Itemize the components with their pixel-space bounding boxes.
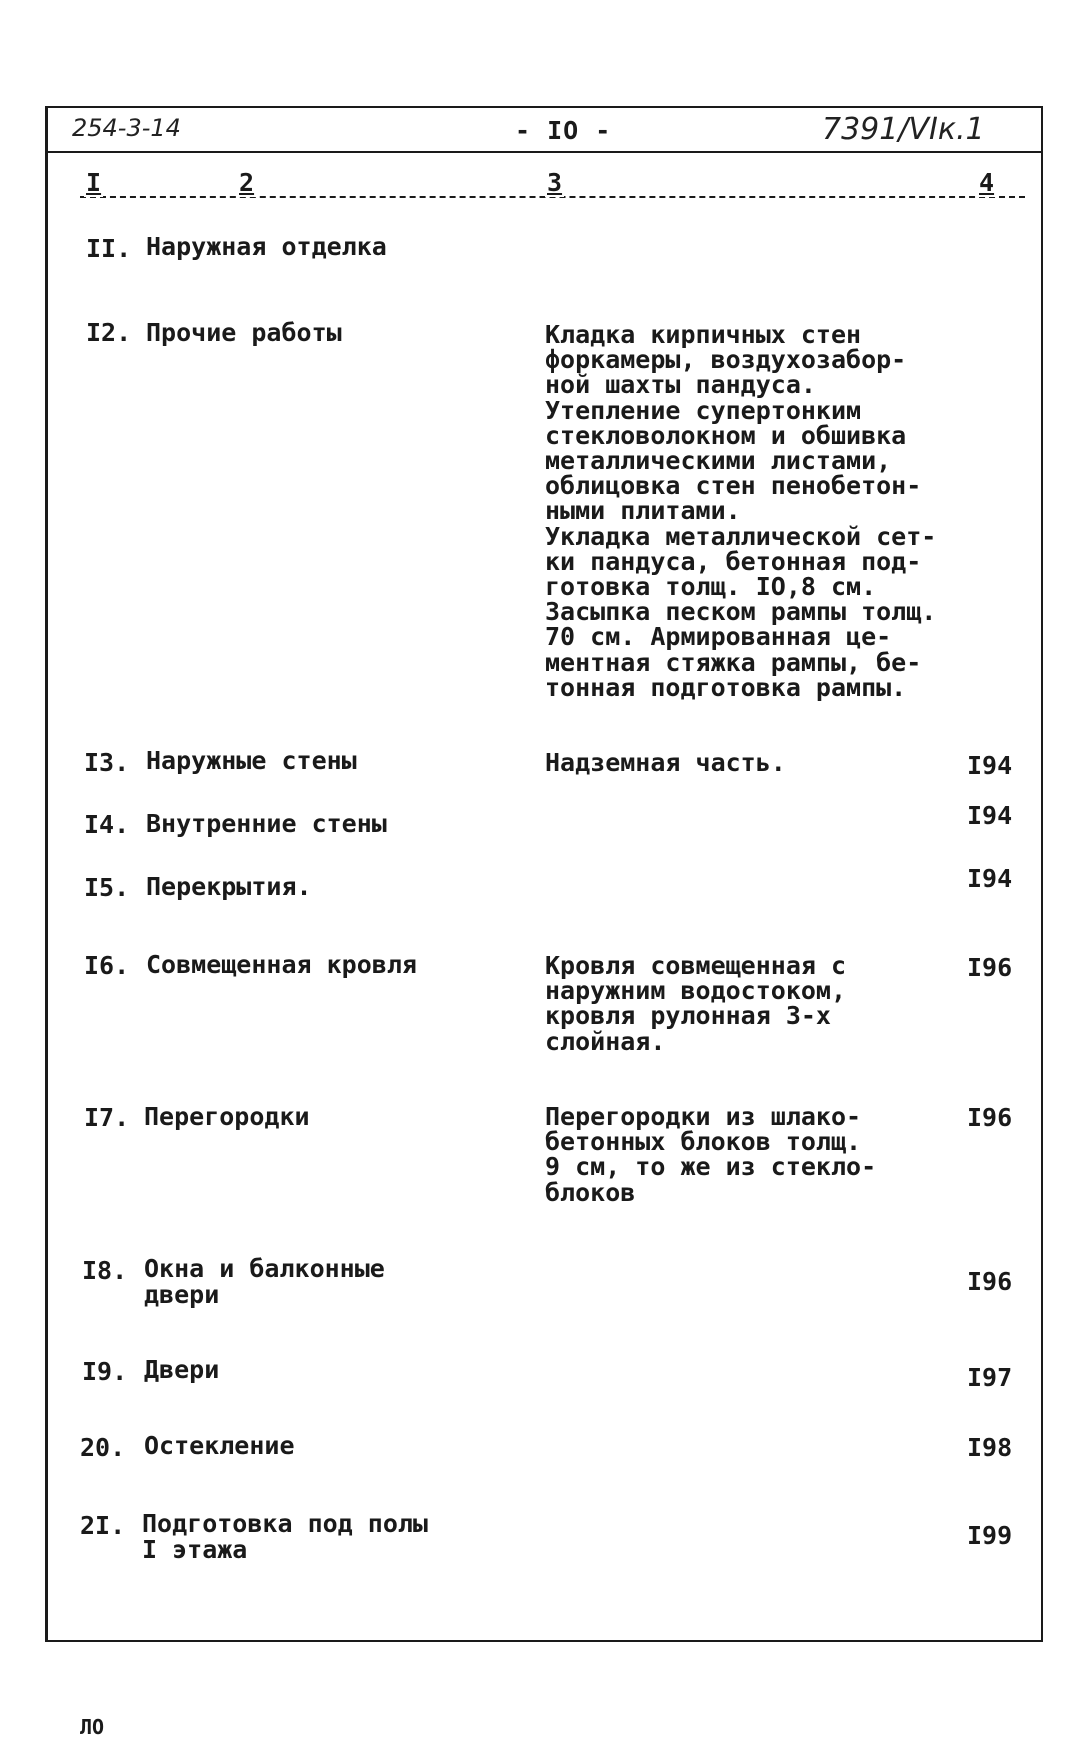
row-number: I6. (84, 951, 130, 980)
column-header-3: 3 (547, 168, 563, 197)
row-title: Совмещенная кровля (146, 950, 417, 979)
row-number: II. (86, 234, 132, 263)
row-number: I2. (86, 318, 132, 347)
row-description: Перегородки из шлако- бетонных блоков толщ. 9 см, то же из стекло- блоков (545, 1102, 877, 1207)
row-title: Внутренние стены (146, 809, 387, 838)
row-title: Наружная отделка (146, 232, 387, 261)
column-header-1: I (86, 168, 102, 197)
column-header-4: 4 (979, 168, 995, 197)
row-number: I4. (84, 810, 130, 839)
row-number: 20. (80, 1433, 126, 1462)
header-divider (45, 151, 1043, 153)
row-title: Наружные стены (146, 746, 357, 775)
row-page: I94 (967, 751, 1013, 780)
row-page: I94 (967, 801, 1013, 830)
row-page: I97 (967, 1363, 1013, 1392)
row-title: Остекление (144, 1431, 295, 1460)
row-number: 2I. (80, 1511, 126, 1540)
row-page: I96 (967, 1267, 1013, 1296)
row-description: Кладка кирпичных стен форкамеры, воздухозабор- ной шахты пандуса. Утепление супертонким стекловолокном и обшивка металлическими листами, облицовка стен пенобетон- ными плитами. Укладка металлической сет- ки пандуса, бетонная под- готовка толщ. IO,8 см. Засыпка песком рампы толщ. 70 см. Армированная це- ментная стяжка рампы, бе- тонная подготовка рампы. (545, 320, 937, 702)
doc-code: 254-3-14 (72, 114, 181, 142)
row-title: Перегородки (144, 1102, 310, 1131)
row-title: Окна и балконные двери (144, 1254, 385, 1309)
row-page: I96 (967, 953, 1013, 982)
row-title: Перекрытия. (146, 872, 312, 901)
row-title: Подготовка под полы I этажа (142, 1509, 428, 1564)
row-page: I99 (967, 1521, 1013, 1550)
row-description: Надземная часть. (545, 748, 786, 777)
row-page: I96 (967, 1103, 1013, 1132)
row-number: I5. (84, 873, 130, 902)
page-number: - IO - (515, 116, 612, 145)
row-number: I7. (84, 1103, 130, 1132)
row-number: I3. (84, 748, 130, 777)
column-header-2: 2 (239, 168, 255, 197)
row-number: I8. (82, 1256, 128, 1285)
row-title: Прочие работы (146, 318, 342, 347)
row-number: I9. (82, 1357, 128, 1386)
row-description: Кровля совмещенная с наружним водостоком, кровля рулонная 3-х слойная. (545, 951, 847, 1056)
column-header-row (80, 168, 1025, 198)
sheet-ref: 7391/VIк.1 (822, 112, 985, 147)
row-title: Двери (144, 1355, 220, 1384)
row-page: I94 (967, 864, 1013, 893)
footer-mark: ЛО (80, 1715, 105, 1739)
row-page: I98 (967, 1433, 1013, 1462)
